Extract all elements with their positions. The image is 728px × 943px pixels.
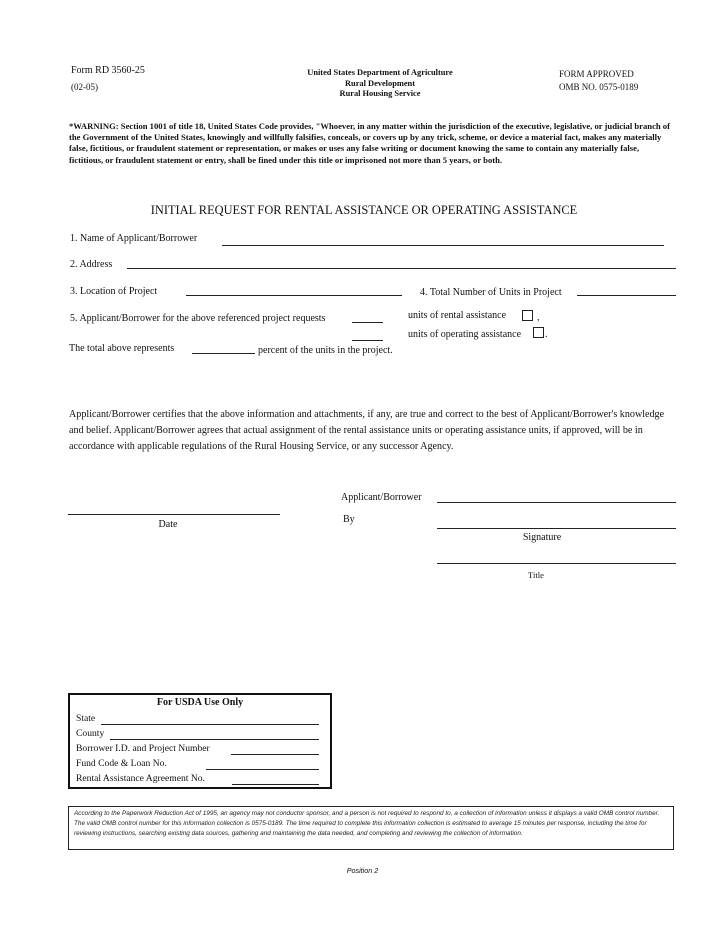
applicant-borrower-label: Applicant/Borrower xyxy=(341,492,422,503)
total-units-field[interactable] xyxy=(577,295,676,296)
rental-units-label: units of rental assistance xyxy=(408,310,507,321)
applicant-borrower-field[interactable] xyxy=(437,502,676,503)
signature-field[interactable] xyxy=(437,528,676,529)
location-label: 3. Location of Project xyxy=(70,286,158,297)
represents-label: The total above represents xyxy=(69,343,175,354)
certification-text: Applicant/Borrower certifies that the above information and attachments, if any, are true and correct to the best of Applicant/Borrower's knowledge and belief. Applicant/Borrower agrees that actual assignment of the rental assistance units or operating assistance units, if approved, will be in accordance with applicable regulations of the Rural Housing Service, or any successor Agency. xyxy=(69,409,665,452)
form-approved: FORM APPROVED xyxy=(559,69,634,79)
date-label: Date xyxy=(158,519,178,530)
signature-label: Signature xyxy=(522,532,562,543)
position-label: Position 2 xyxy=(346,866,379,875)
title-label: Title xyxy=(528,570,544,580)
usda-county-label: County xyxy=(76,728,105,739)
title-field[interactable] xyxy=(437,563,676,564)
omb-number: OMB NO. 0575-0189 xyxy=(559,82,639,92)
operating-units-field[interactable] xyxy=(352,340,383,341)
percent-label: percent of the units in the project. xyxy=(258,345,393,356)
warning-text: *WARNING: Section 1001 of title 18, United States Code provides, "Whoever, in any matter within the jurisdiction of the executive, legislative, or judicial branch of the Government of the United States, knowingly and willfully falsifies, conceals, or covers up by any trick, scheme, or device a material fact, makes any materially false, fictitious, or fraudulent statement or representation, or makes or uses any false writing or document knowing the same to contain any materially false, fictitious, or fraudulent statement or entry, shall be fined under this title or imprisoned not more than 5 years, or both. xyxy=(69,121,670,165)
percent-field[interactable] xyxy=(192,353,255,354)
paperwork-reduction-notice: According to the Paperwork Reduction Act of 1995, an agency may not conductor sponsor, and a person is not required to respond to, a collection of information unless it displays a valid OMB control number. The valid OMB control number for this information collection is 0575-0189. The time required to complete this information collection is estimated to average 15 minutes per response, including the time for reviewing instructions, searching existing data sources, gathering and maintaining the data needed, and completing and reviewing the collection of information. xyxy=(68,806,674,850)
form-title: INITIAL REQUEST FOR RENTAL ASSISTANCE OR OPERATING ASSISTANCE xyxy=(150,203,578,217)
agency-block xyxy=(260,68,500,100)
usda-state-field[interactable] xyxy=(101,724,319,725)
total-units-label: 4. Total Number of Units in Project xyxy=(420,287,562,298)
form-number: Form RD 3560-25 xyxy=(71,65,145,76)
usda-state-label: State xyxy=(76,713,96,724)
usda-county-field[interactable] xyxy=(110,739,319,740)
name-field[interactable] xyxy=(222,245,664,246)
usda-agreement-label: Rental Assistance Agreement No. xyxy=(76,773,205,784)
rental-units-field[interactable] xyxy=(352,322,383,323)
name-label: 1. Name of Applicant/Borrower xyxy=(70,233,198,244)
usda-fund-code-label: Fund Code & Loan No. xyxy=(76,758,167,769)
rental-comma: , xyxy=(537,312,540,323)
date-field[interactable] xyxy=(68,514,280,515)
rental-assistance-checkbox[interactable] xyxy=(522,310,533,321)
operating-assistance-checkbox[interactable] xyxy=(533,327,544,338)
address-field[interactable] xyxy=(127,268,676,269)
form-date: (02-05) xyxy=(71,82,98,92)
usda-borrower-id-field[interactable] xyxy=(231,754,319,755)
usda-use-only-box xyxy=(68,693,332,789)
location-field[interactable] xyxy=(186,295,402,296)
agency-line-2: Rural Development xyxy=(344,78,415,88)
usda-fund-code-field[interactable] xyxy=(206,769,319,770)
agency-line-1: United States Department of Agriculture xyxy=(307,68,453,77)
by-label: By xyxy=(343,514,355,525)
operating-units-label: units of operating assistance xyxy=(408,329,522,340)
requests-label: 5. Applicant/Borrower for the above referenced project requests xyxy=(70,313,326,324)
address-label: 2. Address xyxy=(70,259,113,270)
operating-period: . xyxy=(545,329,548,340)
usda-heading: For USDA Use Only xyxy=(156,697,244,708)
usda-agreement-field[interactable] xyxy=(232,784,319,785)
usda-borrower-id-label: Borrower I.D. and Project Number xyxy=(76,743,210,754)
agency-line-3: Rural Housing Service xyxy=(339,89,421,98)
